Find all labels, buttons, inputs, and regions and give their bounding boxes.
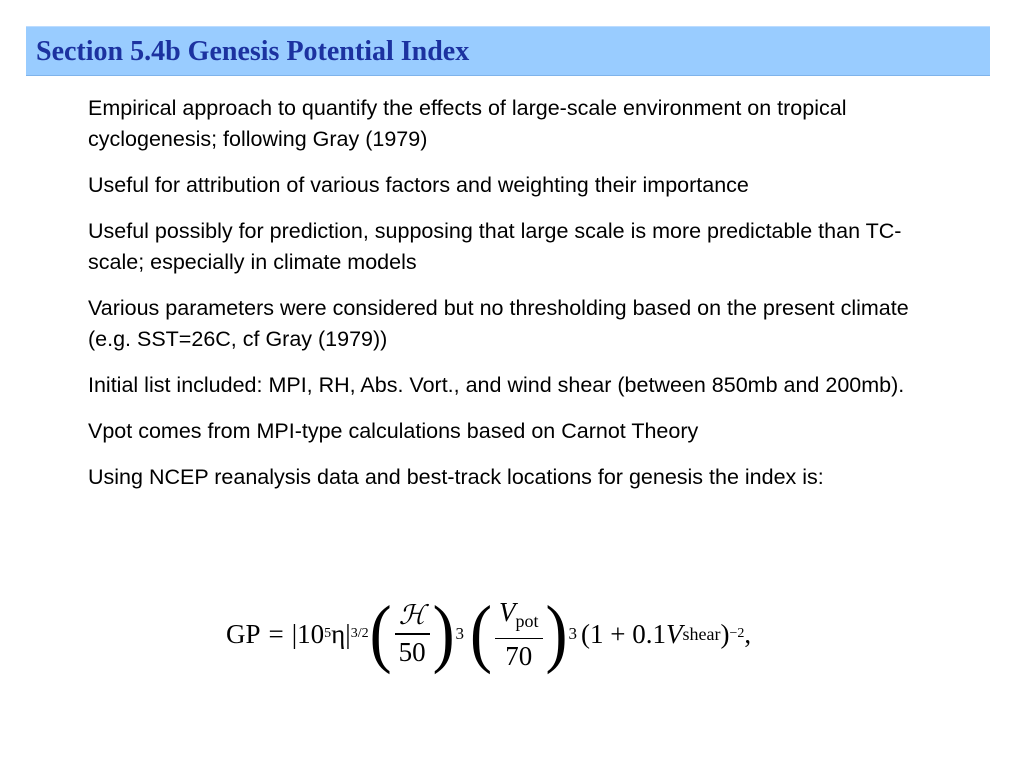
- bullet-item-1: Empirical approach to quantify the effects of large-scale environment on tropical cyclogenesis; following Gray (1979): [88, 96, 847, 151]
- shear-term-close: ): [720, 618, 730, 649]
- right-paren: ): [545, 591, 568, 676]
- fraction-one: [395, 599, 430, 669]
- bullet-item-3: Useful possibly for prediction, supposing that large scale is more predictable than TC-scale; especially in climate models: [88, 219, 902, 274]
- left-paren: (: [369, 591, 392, 676]
- slide-title: Section 5.4b Genesis Potential Index: [36, 36, 470, 67]
- right-paren: ): [432, 591, 455, 676]
- equation-abs-exponent: 5: [324, 626, 332, 641]
- left-paren: (: [470, 591, 493, 676]
- equation-equals: =: [268, 618, 284, 649]
- bullet-item-2: Useful for attribution of various factors and weighting their importance: [88, 173, 749, 197]
- bullet-item-5: Initial list included: MPI, RH, Abs. Vort., and wind shear (between 850mb and 200mb).: [88, 373, 905, 397]
- fraction-one-power: 3: [455, 624, 465, 643]
- genesis-potential-equation: [226, 584, 886, 684]
- title-bar: [26, 26, 990, 76]
- bullet-item-4: Various parameters were considered but no thresholding based on the present climate (e.g. SST=26C, cf Gray (1979)): [88, 296, 909, 351]
- shear-power: −2: [729, 626, 745, 641]
- shear-term-open: (1 + 0.1: [581, 618, 666, 649]
- bullet-item-7: Using NCEP reanalysis data and best-track locations for genesis the index is:: [88, 465, 824, 489]
- shear-variable: V: [666, 618, 683, 649]
- equation-abs-power: 3/2: [350, 626, 369, 641]
- fraction-one-numerator: ℋ: [398, 600, 426, 632]
- equation-lhs: GP: [226, 618, 261, 649]
- equation-abs-term: |10: [291, 618, 325, 649]
- bullet-item-6: Vpot comes from MPI-type calculations based on Carnot Theory: [88, 419, 699, 443]
- bullet-list: [88, 93, 928, 508]
- equation-trailing-comma: ,: [744, 618, 752, 649]
- fraction-two-power: 3: [568, 624, 578, 643]
- fraction-two-numerator: $V_{pot}$: [499, 596, 539, 631]
- fraction-one-denominator: 50: [398, 636, 426, 667]
- fraction-two-denominator: 70: [505, 641, 533, 672]
- equation-abs-variable: η|: [331, 618, 351, 649]
- fraction-two: [495, 595, 543, 674]
- shear-subscript: shear: [682, 623, 721, 644]
